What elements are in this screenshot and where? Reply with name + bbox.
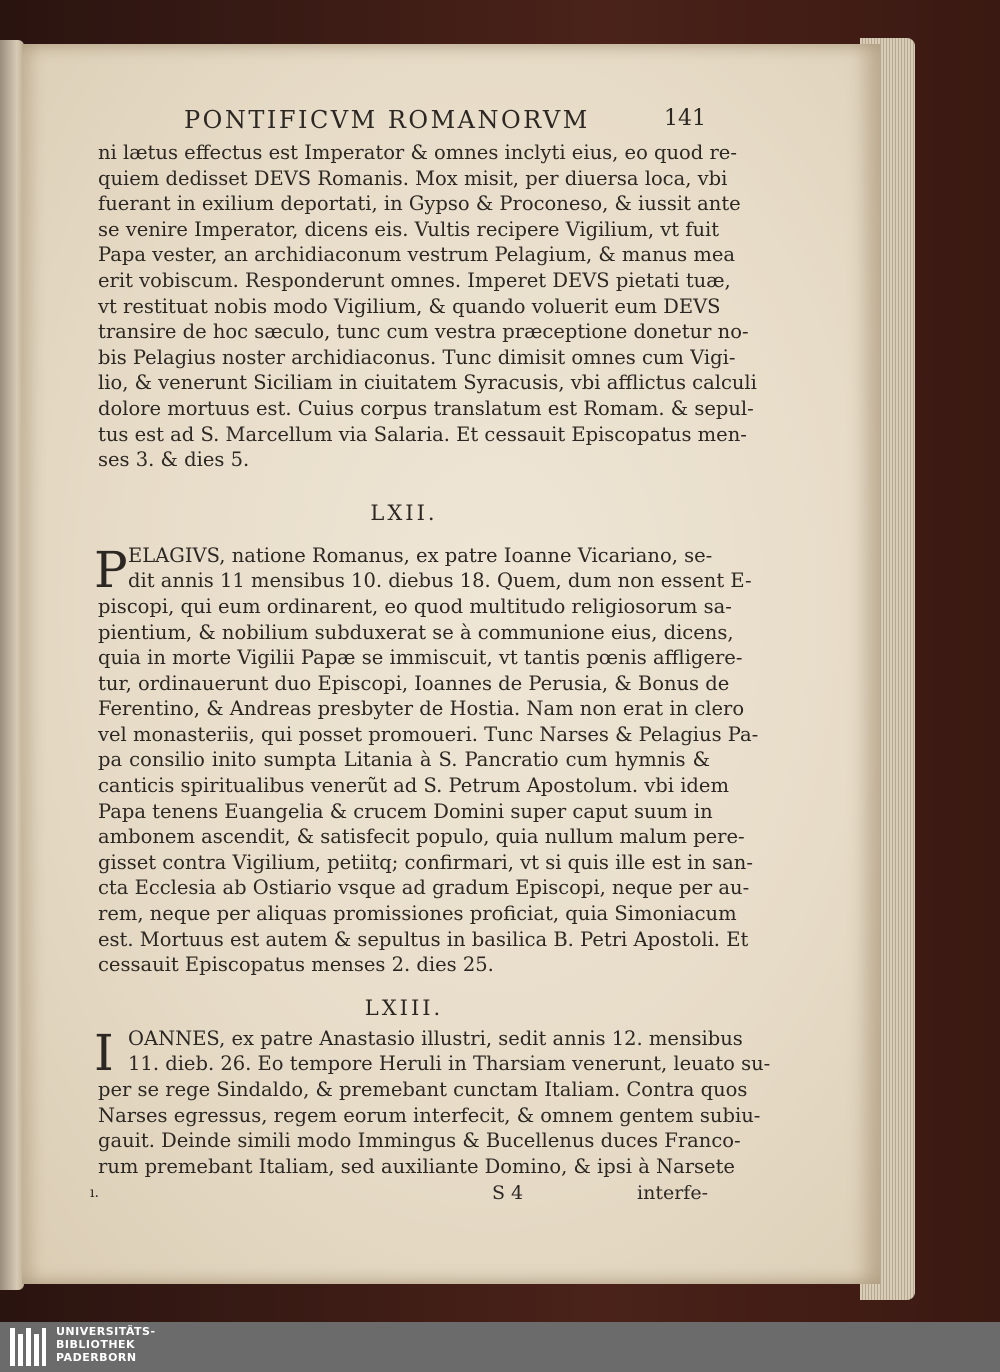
library-name-line: PADERBORN: [56, 1351, 137, 1364]
text-line: gisset contra Vigilium, petiitq; confirmari, vt si quis ille est in san-: [98, 850, 753, 874]
text-line: dit annis 11 mensibus 10. diebus 18. Quem, dum non essent E-: [128, 569, 752, 593]
text-line: lio, & venerunt Siciliam in ciuitatem Syracusis, vbi afflictus calculi: [98, 371, 757, 395]
text-line: canticis spiritualibus venerũt ad S. Petrum Apostolum. vbi idem: [98, 774, 729, 798]
text-line: tur, ordinauerunt duo Episcopi, Ioannes de Perusia, & Bonus de: [98, 671, 730, 695]
text-line: rem, neque per aliquas promissiones proficiat, quia Simoniacum: [98, 902, 737, 926]
text-line: bis Pelagius noster archidiaconus. Tunc dimisit omnes cum Vigi-: [98, 345, 736, 369]
page-header: [98, 104, 710, 138]
text-line: per se rege Sindaldo, & premebant cunctam Italiam. Contra quos: [98, 1078, 748, 1101]
text-line: tus est ad S. Marcellum via Salaria. Et cessauit Episcopatus men-: [98, 422, 747, 446]
text-line: ni lætus effectus est Imperator & omnes inclyti eius, eo quod re-: [98, 141, 737, 164]
text-line: rum premebant Italiam, sed auxiliante Domino, & ipsi à Narsete: [98, 1154, 735, 1178]
text-line: dolore mortuus est. Cuius corpus translatum est Romam. & sepul-: [98, 396, 754, 420]
chapter-62-body: [94, 540, 759, 978]
text-line: Papa vester, an archidiaconum vestrum Pelagium, & manus mea: [98, 243, 735, 267]
text-line: pientium, & nobilium subduxerat se à communione eius, dicens,: [98, 620, 734, 644]
library-name-line: BIBLIOTHEK: [56, 1338, 136, 1351]
chapter-heading: LXIII.: [364, 995, 444, 1020]
text-line: OANNES, ex patre Anastasio illustri, sedit annis 12. mensibus: [128, 1026, 743, 1050]
text-line: gauit. Deinde simili modo Immingus & Bucellenus duces Franco-: [98, 1129, 741, 1153]
library-name: [56, 1325, 156, 1364]
drop-cap: I: [94, 1023, 114, 1082]
page-footer: [90, 1179, 710, 1207]
text-line: quia in morte Vigilii Papæ se immiscuit, vt tantis pœnis affligere-: [98, 646, 743, 670]
text-line: piscopi, qui eum ordinarent, eo quod multitudo religiosorum sa-: [98, 594, 732, 618]
text-line: Ferentino, & Andreas presbyter de Hostia. Nam non erat in clero: [98, 697, 745, 721]
chapter-63-body: [94, 1023, 771, 1180]
text-line: vel monasteriis, qui posset promoueri. Tunc Narses & Pelagius Pa-: [98, 722, 759, 746]
text-line: 11. dieb. 26. Eo tempore Heruli in Tharsiam venerunt, leuato su-: [128, 1052, 771, 1076]
drop-cap: P: [94, 540, 128, 599]
text-line: quiem dedisset DEVS Romanis. Mox misit, per diuersa loca, vbi: [98, 166, 728, 190]
running-head: PONTIFICVM ROMANORVM: [184, 106, 590, 134]
folio-number: 141: [664, 106, 706, 131]
text-line: ambonem ascendit, & satisfecit populo, quia nullum malum pere-: [98, 825, 745, 849]
paragraph-continuation: [98, 140, 757, 473]
text-line: cessauit Episcopatus menses 2. dies 25.: [98, 953, 494, 977]
library-name-line: UNIVERSITÄTS-: [56, 1325, 156, 1338]
catchword: interfe-: [637, 1182, 708, 1205]
text-line: transire de hoc sæculo, tunc cum vestra præceptione donetur no-: [98, 320, 749, 344]
page-text: [90, 104, 771, 1207]
text-line: vt restituat nobis modo Vigilium, & quando voluerit eum DEVS: [98, 294, 721, 318]
text-line: erit vobiscum. Responderunt omnes. Imperet DEVS pietati tuæ,: [98, 268, 731, 292]
facing-page-edge: [0, 40, 24, 1290]
text-line: cta Ecclesia ab Ostiario vsque ad gradum Episcopi, neque per au-: [98, 876, 750, 900]
text-line: se venire Imperator, dicens eis. Vultis recipere Vigilium, vt fuit: [98, 217, 720, 241]
text-line: ses 3. & dies 5.: [98, 448, 250, 472]
text-line: est. Mortuus est autem & sepultus in basilica B. Petri Apostoli. Et: [98, 927, 749, 951]
text-line: Papa tenens Euangelia & crucem Domini super caput suum in: [98, 799, 713, 823]
text-line: fuerant in exilium deportati, in Gypso & Proconeso, & iussit ante: [98, 192, 741, 216]
signature-mark: S 4: [492, 1182, 524, 1205]
text-line: pa consilio inito sumpta Litania à S. Pancratio cum hymnis &: [98, 748, 710, 772]
text-line: Narses egressus, regem eorum interfecit, & omnem gentem subiu-: [98, 1103, 761, 1127]
text-line: ELAGIVS, natione Romanus, ex patre Ioanne Vicariano, se-: [128, 543, 713, 567]
library-logo-icon: [8, 1326, 48, 1368]
chapter-heading: LXII.: [370, 500, 438, 525]
footer-mark: ı.: [90, 1185, 99, 1202]
